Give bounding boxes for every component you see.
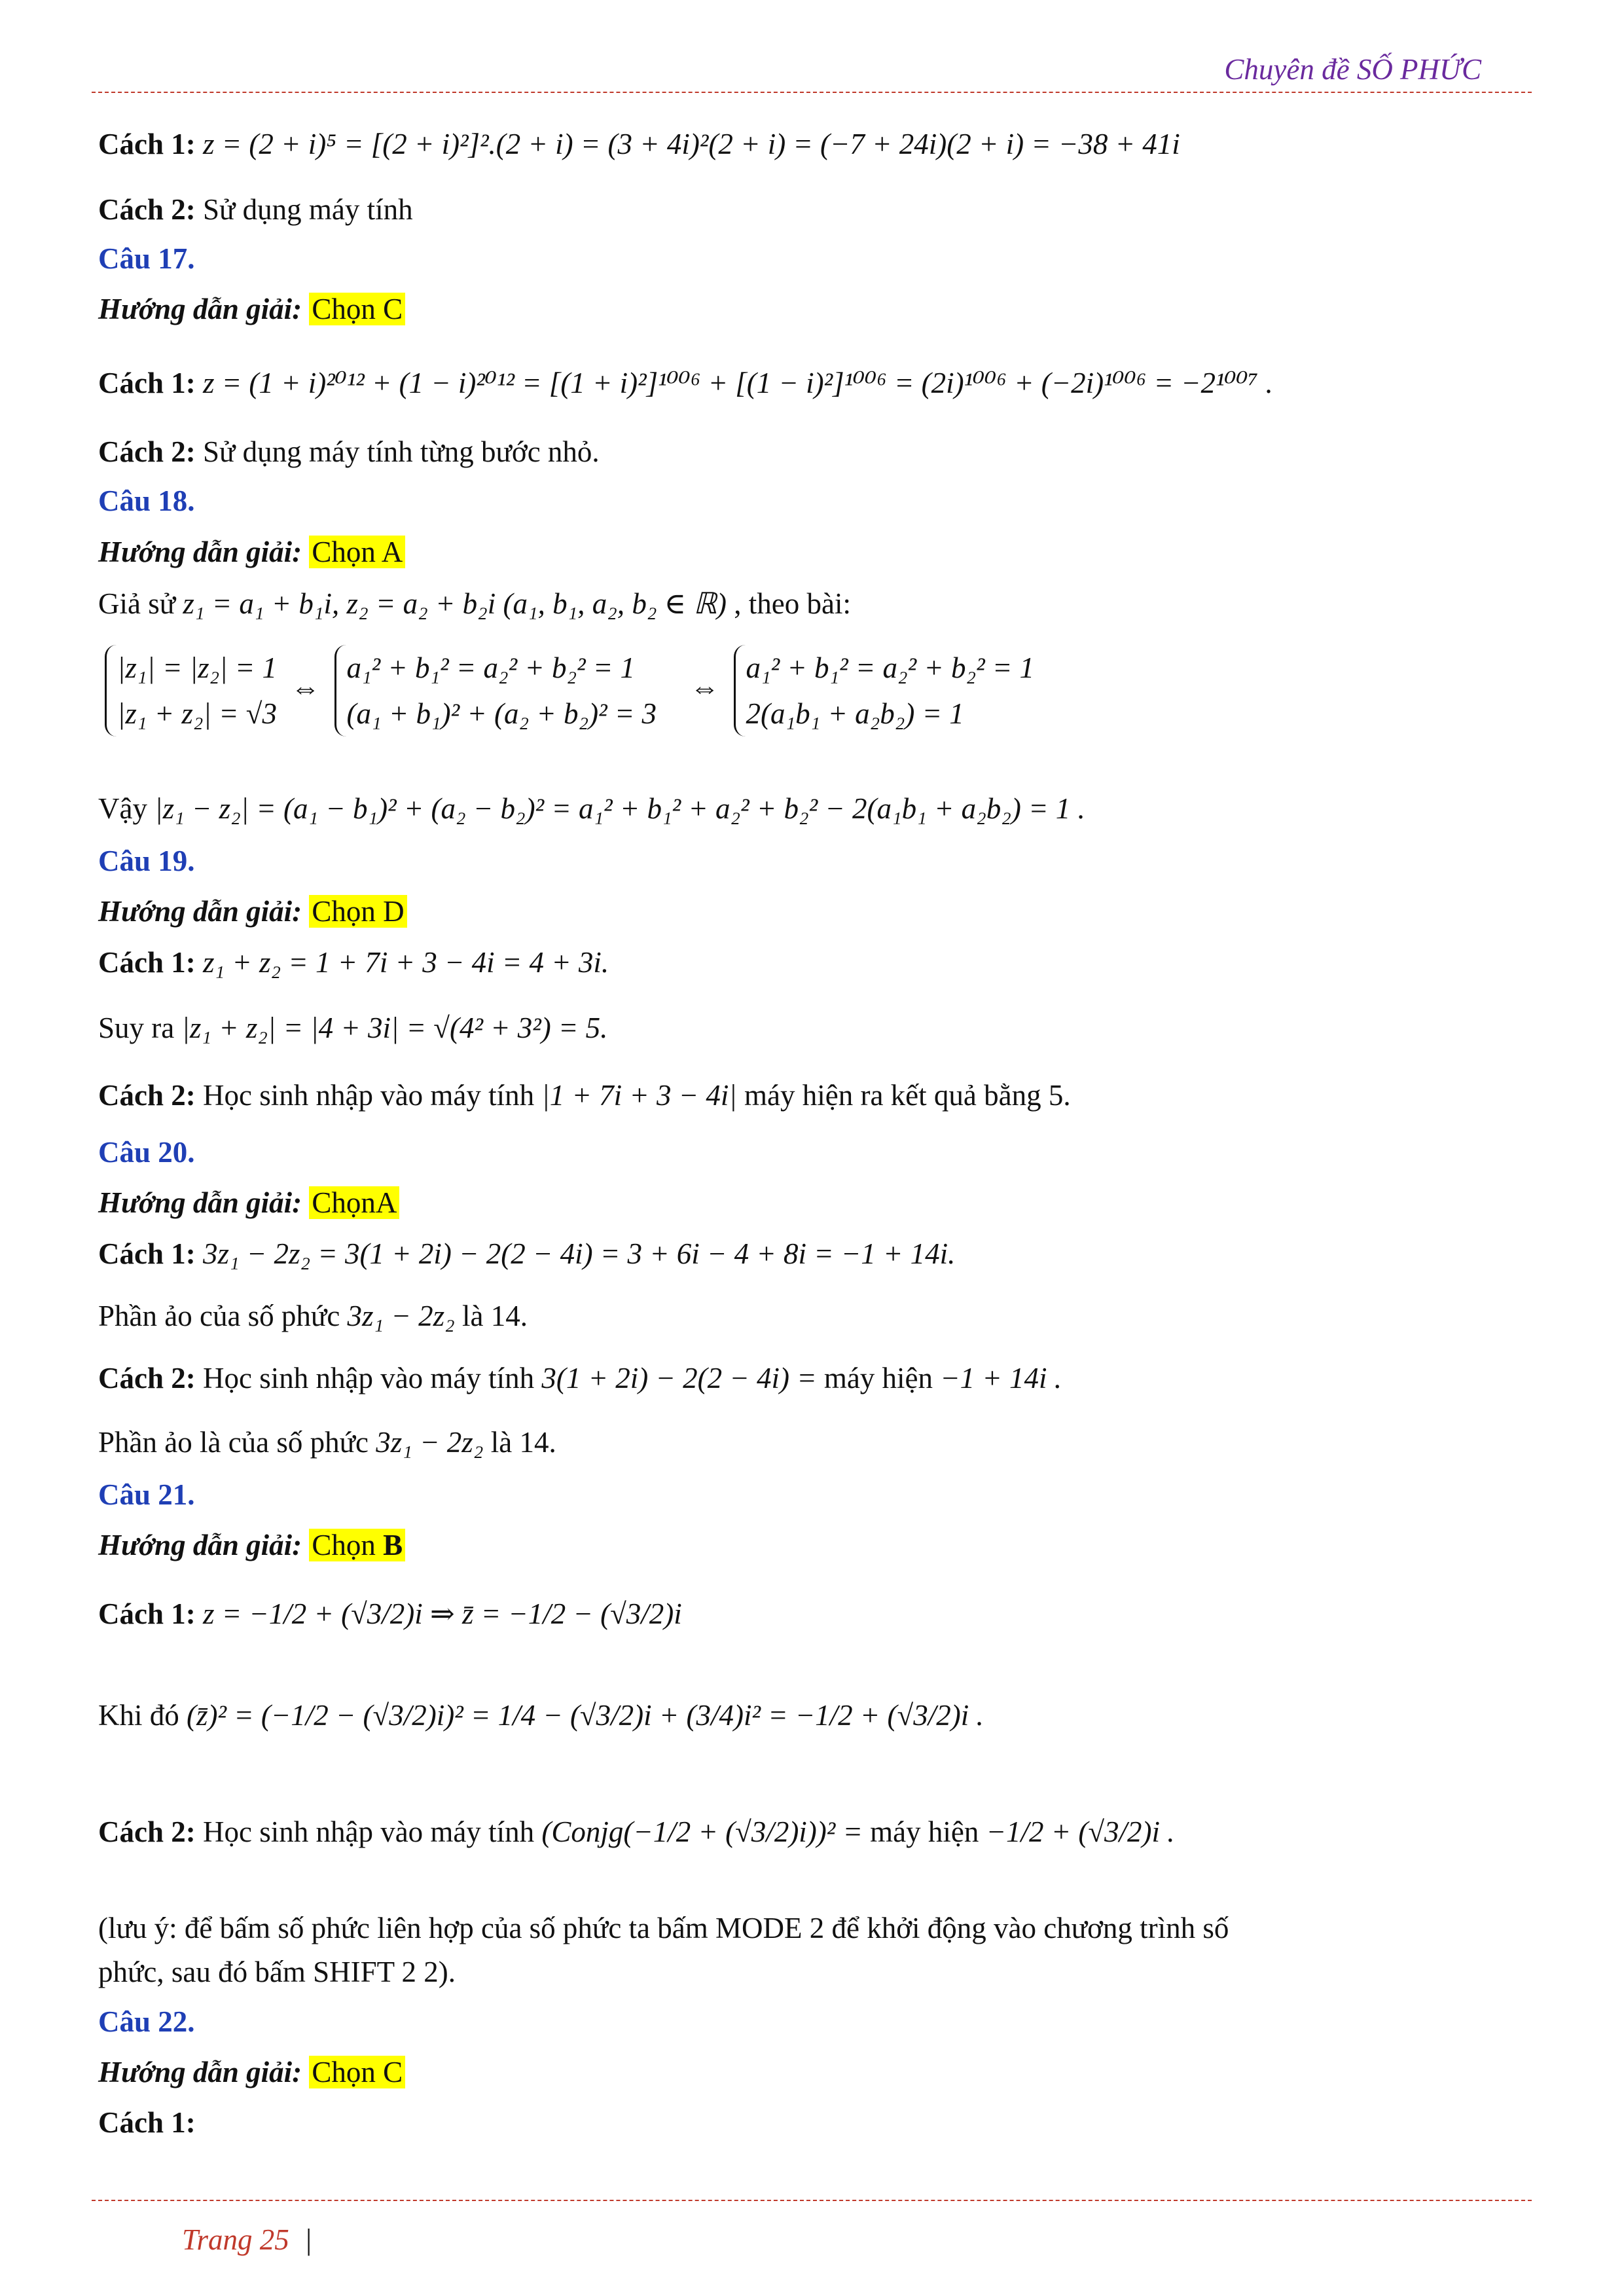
formula: 3z₁ − 2z₂ (347, 1300, 455, 1332)
line-assume-18 (98, 584, 851, 623)
guide-label: Hướng dẫn giải: (98, 2056, 302, 2088)
method-label: Cách 2: (98, 1815, 196, 1848)
formula: |1 + 7i + 3 − 4i| (541, 1079, 737, 1112)
answer-choice-22: Chọn C (309, 2056, 405, 2088)
guide-label: Hướng dẫn giải: (98, 293, 302, 325)
system-row: a₁² + b₁² = a₂² + b₂² = 1 (746, 651, 1035, 684)
iff-symbol: ⇔ (291, 671, 321, 704)
page-number: Trang 25 (182, 2223, 289, 2256)
line-cach1-q19 (98, 943, 609, 982)
formula: z₁ + z₂ = 1 + 7i + 3 − 4i = 4 + 3i. (202, 946, 609, 979)
line-khido-q21 (98, 1696, 984, 1735)
formula: 3z₁ − 2z₂ (376, 1426, 484, 1459)
text: Phần ảo của số phức (98, 1300, 340, 1332)
question-heading-17: Câu 17. (98, 242, 195, 275)
line-conclusion-18 (98, 789, 1085, 828)
method-label: Cách 1: (98, 2106, 196, 2139)
formula: z = (2 + i)⁵ = [(2 + i)²]².(2 + i) = (3 + 4i)²(2 + i) = (−7 + 24i)(2 + i) = −38 + 41i (202, 128, 1180, 160)
formula: z = (1 + i)²⁰¹² + (1 − i)²⁰¹² = [(1 + i)²]¹⁰⁰⁶ + [(1 − i)²]¹⁰⁰⁶ = (2i)¹⁰⁰⁶ + (−2i)¹⁰⁰⁶ = −2¹⁰⁰⁷ . (202, 367, 1273, 399)
system-1 (105, 645, 277, 737)
line-cach2-q21 (98, 1812, 1175, 1851)
line-imag-q20 (98, 1296, 528, 1336)
text: Khi đó (98, 1699, 179, 1732)
text: Học sinh nhập vào máy tính (202, 1362, 535, 1394)
question-heading-22: Câu 22. (98, 2005, 195, 2038)
system-2 (334, 645, 657, 737)
text: , theo bài: (734, 587, 851, 620)
system-3 (734, 645, 1035, 737)
question-heading-20: Câu 20. (98, 1136, 195, 1169)
text: máy hiện (870, 1815, 979, 1848)
formula: 3(1 + 2i) − 2(2 − 4i) = (541, 1362, 817, 1394)
method-text: Sử dụng máy tính (202, 193, 413, 226)
note-line-2: phức, sau đó bấm SHIFT 2 2). (98, 1956, 456, 1988)
guide-line-19 (98, 892, 407, 931)
guide-label: Hướng dẫn giải: (98, 895, 302, 928)
text: máy hiện (823, 1362, 933, 1394)
method-label: Cách 1: (98, 367, 196, 399)
guide-line-21 (98, 1525, 405, 1565)
line-cach1-q22 (98, 2103, 196, 2142)
system-row: 2(a₁b₁ + a₂b₂) = 1 (746, 697, 964, 730)
method-label: Cách 1: (98, 946, 196, 979)
text: Giả sử (98, 587, 176, 620)
text: Học sinh nhập vào máy tính (202, 1815, 535, 1848)
answer-choice-21 (309, 1529, 405, 1561)
line-cach1-q21 (98, 1594, 682, 1633)
guide-line-22 (98, 2052, 405, 2092)
guide-label: Hướng dẫn giải: (98, 536, 302, 568)
question-heading-18: Câu 18. (98, 484, 195, 517)
formula: |z₁ + z₂| = |4 + 3i| = √(4² + 3²) = 5. (181, 1011, 608, 1044)
line-cach2-q17 (98, 432, 600, 471)
method-label: Cách 2: (98, 435, 196, 468)
guide-label: Hướng dẫn giải: (98, 1529, 302, 1561)
method-label: Cách 1: (98, 1237, 196, 1270)
line-cach2-q16 (98, 190, 413, 229)
text: là 14. (461, 1300, 528, 1332)
choice-letter: B (383, 1529, 403, 1561)
header-topic: SỐ PHỨC (1356, 53, 1481, 86)
formula: (z̄)² = (−1/2 − (√3/2)i)² = 1/4 − (√3/2)i + (3/4)i² = −1/2 + (√3/2)i . (187, 1699, 984, 1732)
text: Học sinh nhập vào máy tính (202, 1079, 535, 1112)
iff-symbol: ⇔ (690, 671, 720, 704)
choice-word: Chọn (312, 1529, 376, 1561)
guide-line-17 (98, 289, 405, 329)
header-prefix: Chuyên đề (1224, 53, 1350, 86)
note-line-1: (lưu ý: để bấm số phức liên hợp của số phức ta bấm MODE 2 để khởi động vào chương trình số (98, 1912, 1229, 1944)
formula: 3z₁ − 2z₂ = 3(1 + 2i) − 2(2 − 4i) = 3 + 6i − 4 + 8i = −1 + 14i. (202, 1237, 956, 1270)
system-line-18 (98, 645, 1041, 737)
method-label: Cách 2: (98, 193, 196, 226)
method-label: Cách 1: (98, 128, 196, 160)
line-cach1-q20 (98, 1234, 955, 1273)
method-label: Cách 2: (98, 1362, 196, 1394)
system-row: (a₁ + b₁)² + (a₂ + b₂)² = 3 (346, 697, 657, 730)
header-divider (92, 92, 1532, 93)
text: Vậy (98, 792, 147, 825)
line-imag2-q20 (98, 1423, 556, 1462)
footer-divider (92, 2200, 1532, 2201)
method-label: Cách 1: (98, 1597, 196, 1630)
line-suyra-q19 (98, 1008, 607, 1048)
page-footer (182, 2223, 312, 2257)
text: Suy ra (98, 1011, 175, 1044)
question-heading-19: Câu 19. (98, 845, 195, 877)
formula: z = −1/2 + (√3/2)i ⇒ z̄ = −1/2 − (√3/2)i (202, 1597, 682, 1630)
formula: (Conjg(−1/2 + (√3/2)i))² = (541, 1815, 863, 1848)
answer-choice-20: ChọnA (309, 1186, 399, 1219)
formula: −1/2 + (√3/2)i . (986, 1815, 1175, 1848)
text: máy hiện ra kết quả bằng 5. (744, 1079, 1071, 1112)
footer-separator: | (306, 2223, 312, 2256)
guide-label: Hướng dẫn giải: (98, 1186, 302, 1219)
system-row: |z₁ + z₂| = √3 (117, 697, 277, 730)
formula: z₁ = a₁ + b₁i, z₂ = a₂ + b₂i (a₁, b₁, a₂, b₂ ∈ ℝ) (183, 587, 727, 620)
method-label: Cách 2: (98, 1079, 196, 1112)
guide-line-20 (98, 1183, 399, 1222)
text: Phần ảo là của số phức (98, 1426, 369, 1459)
formula: −1 + 14i . (940, 1362, 1062, 1394)
guide-line-18 (98, 532, 405, 572)
line-cach2-q19 (98, 1076, 1071, 1115)
method-text: Sử dụng máy tính từng bước nhỏ. (202, 435, 600, 468)
page-header (1224, 52, 1481, 86)
line-cach1-q16 (98, 124, 1180, 164)
line-cach2-q20 (98, 1358, 1062, 1398)
line-cach1-q17 (98, 363, 1273, 403)
system-row: a₁² + b₁² = a₂² + b₂² = 1 (346, 651, 636, 684)
question-heading-21: Câu 21. (98, 1478, 195, 1511)
text: là 14. (490, 1426, 556, 1459)
answer-choice-19: Chọn D (309, 895, 406, 928)
answer-choice-17: Chọn C (309, 293, 405, 325)
system-row: |z₁| = |z₂| = 1 (117, 651, 278, 684)
answer-choice-18: Chọn A (309, 536, 405, 568)
formula: |z₁ − z₂| = (a₁ − b₁)² + (a₂ − b₂)² = a₁² + b₁² + a₂² + b₂² − 2(a₁b₁ + a₂b₂) = 1 . (154, 792, 1085, 825)
